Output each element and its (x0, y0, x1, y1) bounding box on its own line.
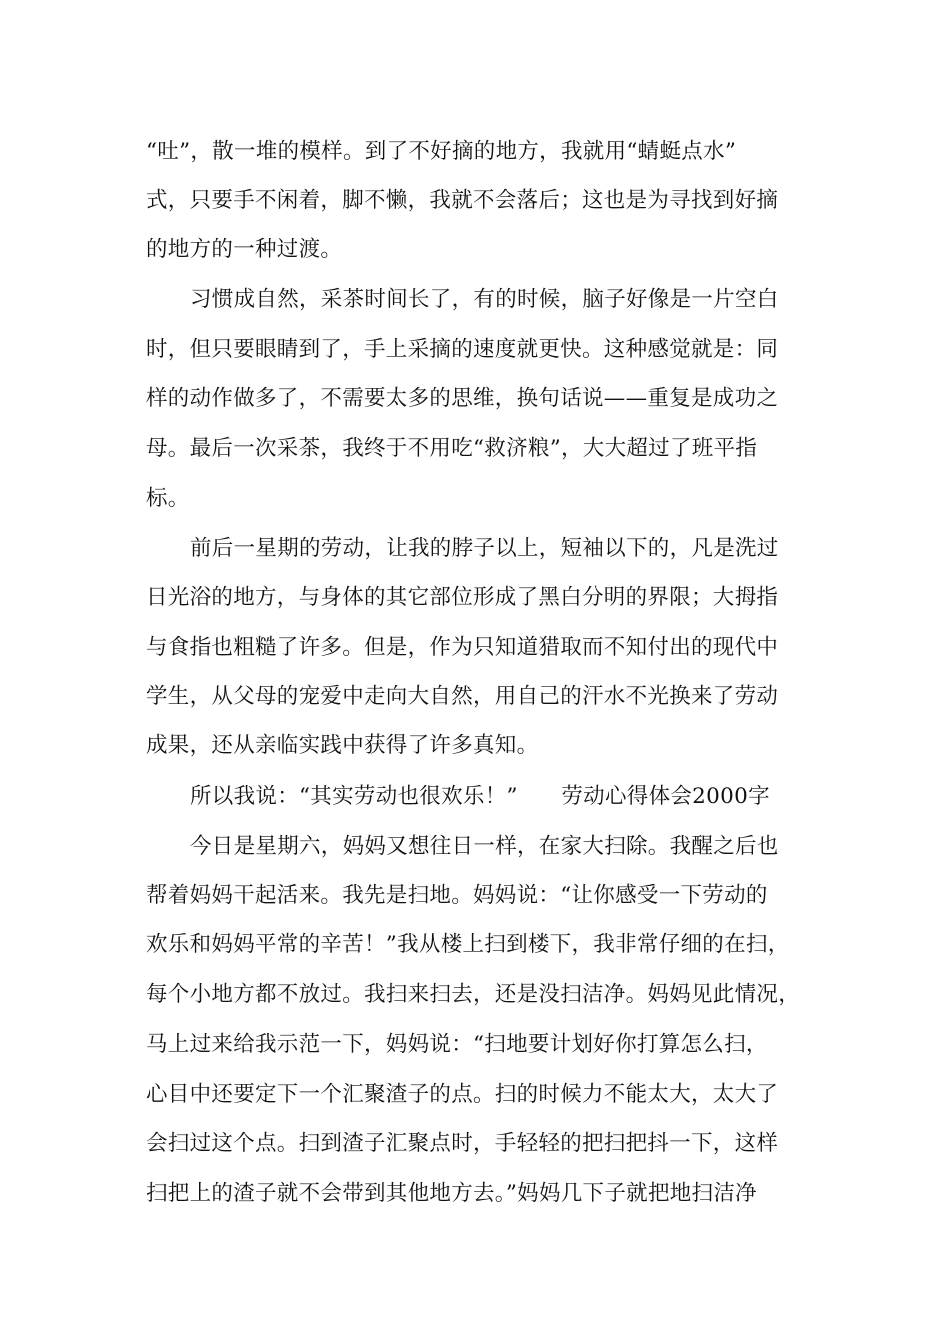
paragraph-first-line: 今日是星期六，妈妈又想往日一样，在家大扫除。我醒之后也 (190, 834, 779, 859)
text-line: 帮着妈妈干起活来。我先是扫地。妈妈说：“让你感受一下劳动的 (146, 883, 768, 908)
text-line: 每个小地方都不放过。我扫来扫去，还是没扫洁净。妈妈见此情况， (146, 982, 801, 1007)
paragraph-first-line: 前后一星期的劳动，让我的脖子以上，短袖以下的，凡是洗过 (190, 536, 779, 561)
text-line: 欢乐和妈妈平常的辛苦！”我从楼上扫到楼下，我非常仔细的在扫， (146, 932, 790, 957)
text-line: 的地方的一种过渡。 (146, 237, 343, 262)
text-line: 式，只要手不闲着，脚不懒，我就不会落后；这也是为寻找到好摘 (146, 188, 779, 213)
text-line: 马上过来给我示范一下，妈妈说：“扫地要计划好你打算怎么扫， (146, 1032, 768, 1057)
text-line: 日光浴的地方，与身体的其它部位形成了黑白分明的界限；大拇指 (146, 585, 779, 610)
text-line: 成果，还从亲临实践中获得了许多真知。 (146, 733, 539, 758)
text-line: 与食指也粗糙了许多。但是，作为只知道猎取而不知付出的现代中 (146, 635, 779, 660)
text-line: “吐”，散一堆的模样。到了不好摘的地方，我就用“蜻蜓点水” (146, 139, 737, 164)
text-line: 学生，从父母的宠爱中走向大自然，用自己的汗水不光换来了劳动 (146, 684, 779, 709)
text-line: 扫把上的渣子就不会带到其他地方去。”妈妈几下子就把地扫洁净 (146, 1181, 757, 1206)
text-line: 会扫过这个点。扫到渣子汇聚点时，手轻轻的把扫把抖一下，这样 (146, 1131, 779, 1156)
text-line: 时，但只要眼睛到了，手上采摘的速度就更快。这种感觉就是：同 (146, 337, 779, 362)
paragraph-first-line: 所以我说：“其实劳动也很欢乐！” 劳动心得体会2000字 (190, 784, 770, 809)
text-line: 标。 (146, 486, 190, 511)
paragraph-first-line: 习惯成自然，采茶时间长了，有的时候，脑子好像是一片空白 (190, 287, 779, 312)
text-line: 样的动作做多了，不需要太多的思维，换句话说——重复是成功之 (146, 386, 779, 411)
text-line: 母。最后一次采茶，我终于不用吃“救济粮”，大大超过了班平指 (146, 436, 758, 461)
text-line: 心目中还要定下一个汇聚渣子的点。扫的时候力不能太大，太大了 (146, 1082, 779, 1107)
